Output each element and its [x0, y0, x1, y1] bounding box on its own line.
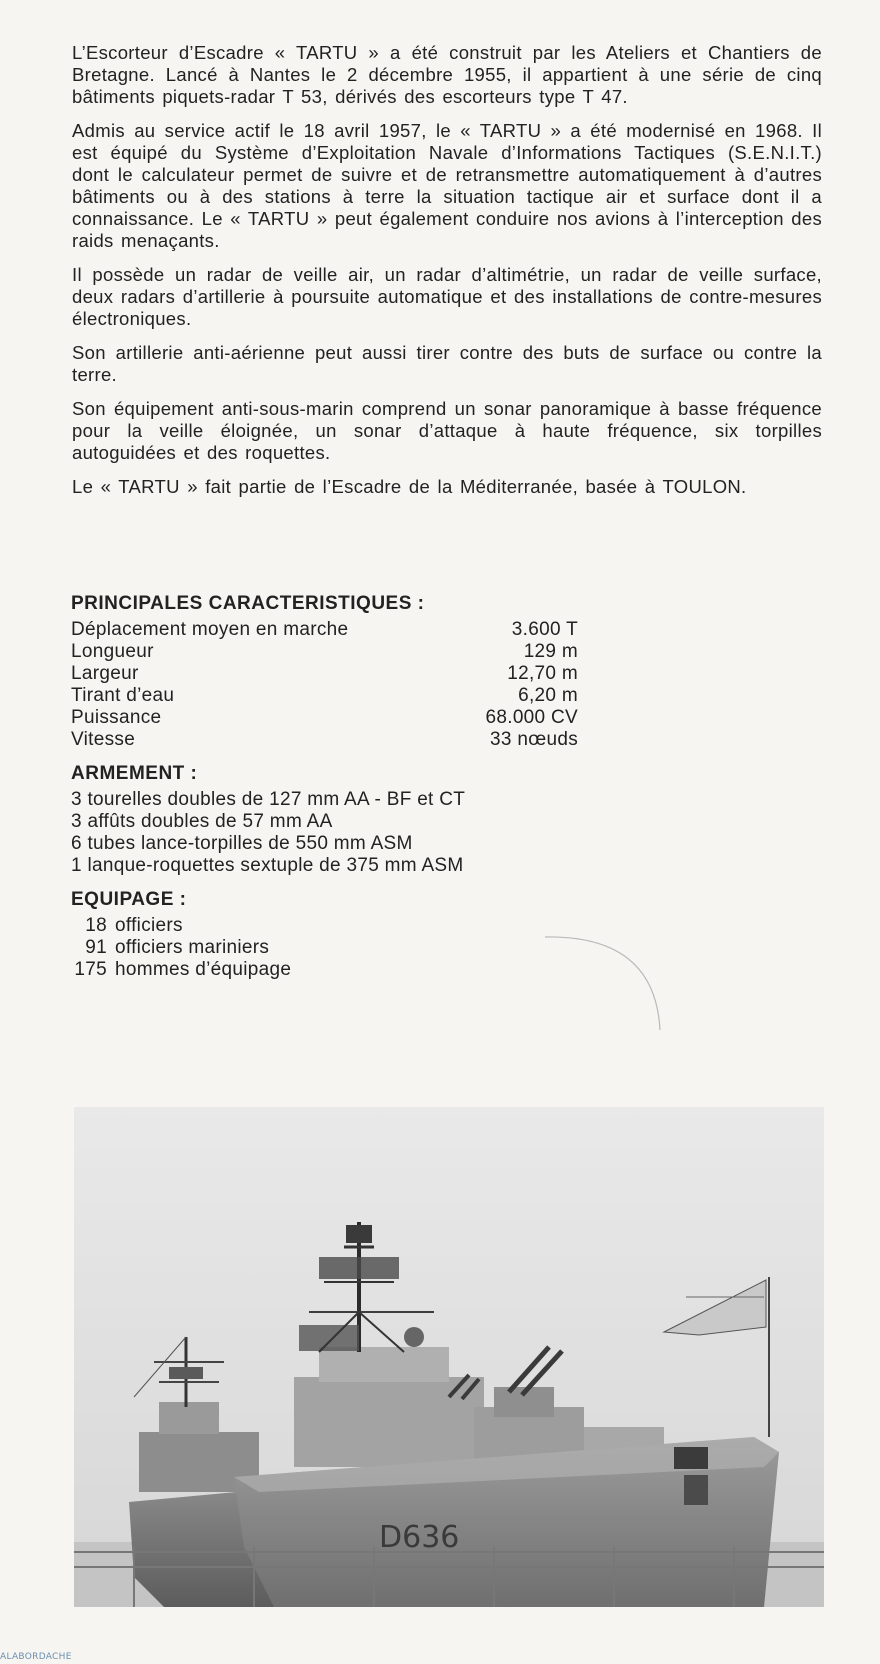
ship-photo: [74, 1107, 824, 1607]
spec-value: 129 m: [523, 641, 578, 662]
spec-label: Tirant d’eau: [71, 685, 175, 706]
crew-label: officiers mariniers: [115, 937, 270, 958]
spec-row: [71, 619, 578, 641]
armament-heading: ARMEMENT :: [71, 763, 198, 784]
crew-count: 18: [85, 915, 107, 936]
armament-item: 6 tubes lance-torpilles de 550 mm ASM: [71, 833, 413, 854]
spec-label: Largeur: [71, 663, 139, 684]
spec-row: [71, 663, 578, 685]
spec-value: 33 nœuds: [490, 729, 578, 750]
spec-value: 12,70 m: [507, 663, 578, 684]
spec-row: [71, 707, 578, 729]
armament-item: 3 tourelles doubles de 127 mm AA - BF et CT: [71, 789, 466, 810]
spec-value: 68.000 CV: [485, 707, 578, 728]
paragraph-construction: L’Escorteur d’Escadre « TARTU » a été construit par les Ateliers et Chantiers de Bretagne. Lancé à Nantes le 2 décembre 1955, il appartient à une série de cinq bâtiments piquets-radar T 53, dérivés des escorteurs type T 47.: [72, 42, 822, 107]
crew-count: 175: [74, 959, 107, 980]
crew-item: [71, 959, 591, 981]
watermark: ALABORDACHE: [0, 1652, 72, 1662]
hull-number: D636: [379, 1520, 460, 1555]
description-text: [72, 42, 822, 510]
armament-item: 3 affûts doubles de 57 mm AA: [71, 811, 333, 832]
spec-row: [71, 685, 578, 707]
crew-heading: EQUIPAGE :: [71, 889, 187, 910]
characteristics-heading: PRINCIPALES CARACTERISTIQUES :: [71, 593, 425, 614]
spec-value: 6,20 m: [518, 685, 578, 706]
spec-row: [71, 641, 578, 663]
paragraph-asw: Son équipement anti-sous-marin comprend un sonar panoramique à basse fréquence pour la veille éloignée, un sonar d’attaque à haute fréquence, six torpilles autoguidées et des roquettes.: [72, 398, 822, 463]
crew-count: 91: [85, 937, 107, 958]
spec-label: Déplacement moyen en marche: [71, 619, 349, 640]
crew-item: [71, 937, 591, 959]
spec-label: Longueur: [71, 641, 154, 662]
paragraph-artillery: Son artillerie anti-aérienne peut aussi tirer contre des buts de surface ou contre la terre.: [72, 342, 822, 385]
paragraph-radars: Il possède un radar de veille air, un radar d’altimétrie, un radar de veille surface, deux radars d’artillerie à poursuite automatique et des installations de contre-mesures électroniques.: [72, 264, 822, 329]
crew-item: [71, 915, 591, 937]
paragraph-service: Admis au service actif le 18 avril 1957, le « TARTU » a été modernisé en 1968. Il est équipé du Système d’Exploitation Navale d’Informations Tactiques (S.E.N.I.T.) dont le calculateur permet de suivre et de retransmettre automatiquement à d’autres bâtiments ou à des stations à terre la situation tactique air et surface dont il a connaissance. Le « TARTU » peut également conduire nos avions à l’interception des raids menaçants.: [72, 120, 822, 251]
paragraph-squadron: Le « TARTU » fait partie de l’Escadre de la Méditerranée, basée à TOULON.: [72, 476, 747, 497]
spec-row: [71, 729, 578, 751]
crew-label: officiers: [115, 915, 183, 936]
armament-item: 1 lanque-roquettes sextuple de 375 mm ASM: [71, 855, 464, 876]
decorative-arc: [540, 935, 670, 1035]
spec-label: Vitesse: [71, 729, 136, 750]
crew-label: hommes d’équipage: [115, 959, 292, 980]
specifications-section: [71, 593, 591, 981]
spec-value: 3.600 T: [511, 619, 578, 640]
spec-label: Puissance: [71, 707, 162, 728]
